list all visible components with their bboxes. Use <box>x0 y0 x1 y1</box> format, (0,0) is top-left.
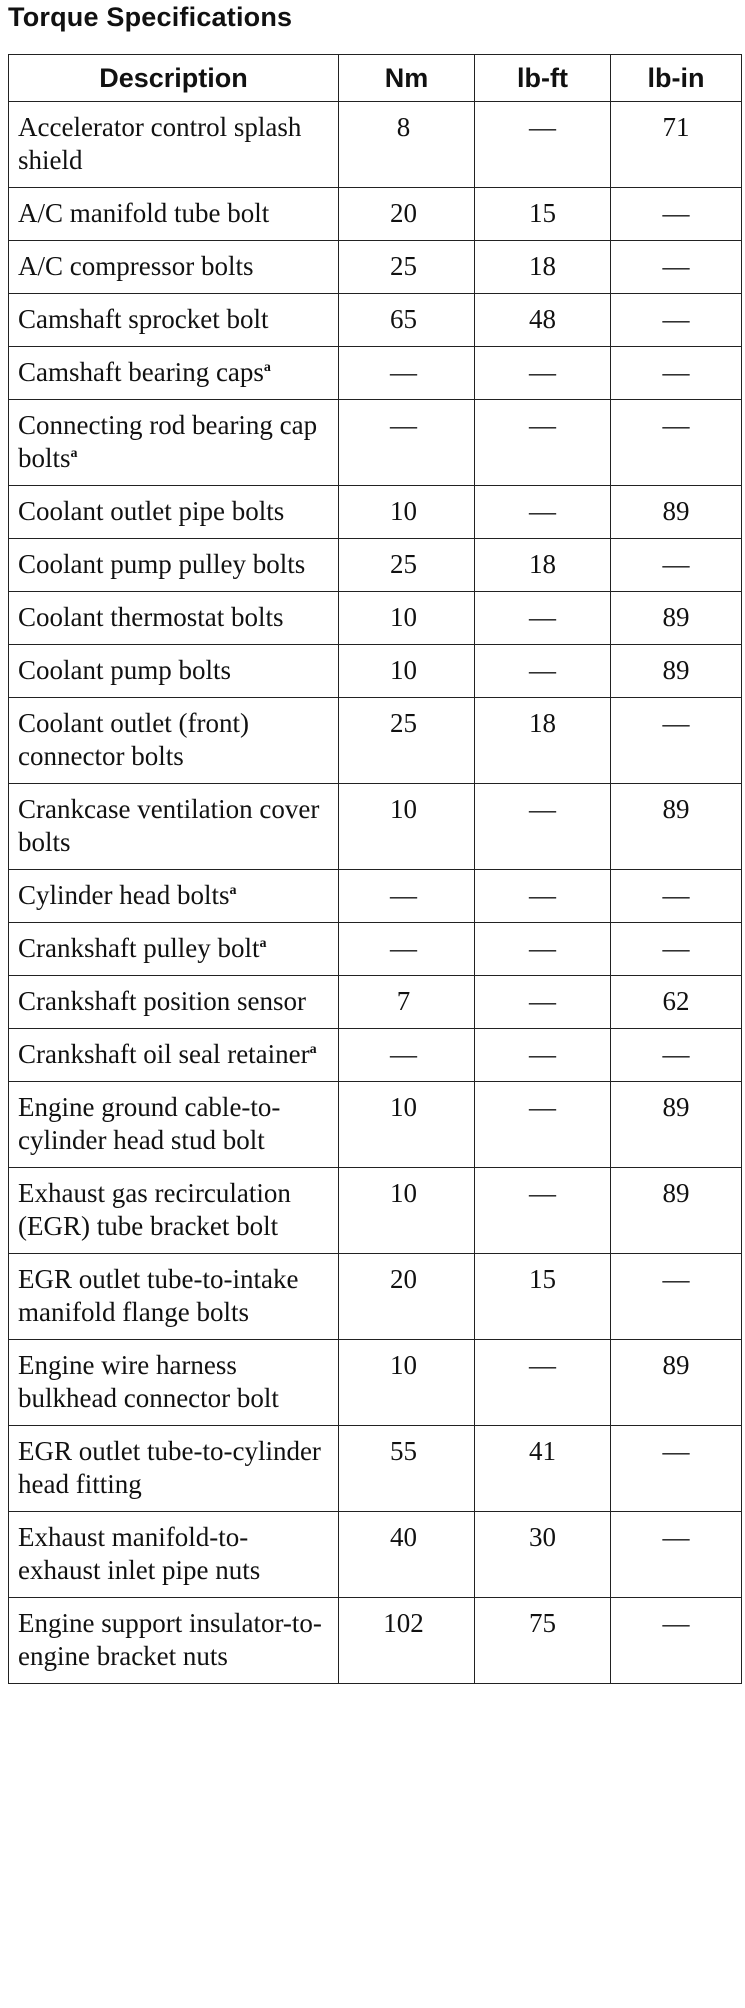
table-row <box>9 188 742 241</box>
cell-description <box>9 784 339 870</box>
table-row <box>9 294 742 347</box>
description-text: Coolant outlet pipe bolts <box>18 496 285 526</box>
cell-lb-ft: — <box>475 400 611 486</box>
cell-nm: — <box>339 1029 475 1082</box>
table-row <box>9 870 742 923</box>
cell-nm: 10 <box>339 645 475 698</box>
torque-spec-table <box>8 54 742 1684</box>
cell-lb-ft: 15 <box>475 1254 611 1340</box>
cell-description <box>9 1082 339 1168</box>
cell-description <box>9 400 339 486</box>
cell-lb-in: 89 <box>611 1168 742 1254</box>
table-row <box>9 400 742 486</box>
cell-lb-in: — <box>611 923 742 976</box>
header-lb-ft: lb-ft <box>475 55 611 102</box>
description-text: Camshaft sprocket bolt <box>18 304 269 334</box>
cell-lb-in: — <box>611 698 742 784</box>
cell-lb-in: — <box>611 1512 742 1598</box>
description-text: Accelerator control splash shield <box>18 112 302 175</box>
cell-lb-in: 89 <box>611 1340 742 1426</box>
description-text: Engine wire harness bulkhead connector bolt <box>18 1350 279 1413</box>
cell-lb-ft: — <box>475 592 611 645</box>
cell-nm: — <box>339 400 475 486</box>
cell-lb-ft: — <box>475 645 611 698</box>
cell-lb-ft: 75 <box>475 1598 611 1684</box>
cell-nm: 10 <box>339 1082 475 1168</box>
footnote-marker: a <box>259 936 267 951</box>
cell-lb-ft: — <box>475 1082 611 1168</box>
description-text: Coolant pump bolts <box>18 655 232 685</box>
page-title: Torque Specifications <box>8 2 293 32</box>
cell-description <box>9 645 339 698</box>
description-text: Cylinder head bolts <box>18 880 230 910</box>
cell-description <box>9 1029 339 1082</box>
footnote-marker: a <box>263 360 271 375</box>
cell-nm: 10 <box>339 1168 475 1254</box>
cell-lb-in: 62 <box>611 976 742 1029</box>
description-text: Connecting rod bearing cap bolts <box>18 410 318 473</box>
cell-lb-ft: — <box>475 486 611 539</box>
description-text: Engine ground cable-to-cylinder head stud bolt <box>18 1092 281 1155</box>
footnote-marker: a <box>309 1042 317 1057</box>
cell-lb-ft: — <box>475 870 611 923</box>
table-row <box>9 1082 742 1168</box>
cell-lb-in: 89 <box>611 592 742 645</box>
description-text: Crankcase ventilation cover bolts <box>18 794 320 857</box>
cell-nm: 8 <box>339 102 475 188</box>
cell-description <box>9 592 339 645</box>
cell-nm: 7 <box>339 976 475 1029</box>
description-text: EGR outlet tube-to-cylinder head fitting <box>18 1436 321 1499</box>
table-row <box>9 1168 742 1254</box>
cell-nm: 65 <box>339 294 475 347</box>
table-row <box>9 1340 742 1426</box>
cell-lb-ft: — <box>475 784 611 870</box>
cell-description <box>9 347 339 400</box>
cell-lb-ft: — <box>475 923 611 976</box>
cell-nm: 10 <box>339 1340 475 1426</box>
cell-description <box>9 1254 339 1340</box>
cell-description <box>9 1168 339 1254</box>
cell-description <box>9 102 339 188</box>
cell-lb-ft: — <box>475 102 611 188</box>
cell-lb-ft: — <box>475 1168 611 1254</box>
description-text: Camshaft bearing caps <box>18 357 264 387</box>
description-text: Exhaust gas recirculation (EGR) tube bracket bolt <box>18 1178 291 1241</box>
description-text: EGR outlet tube-to-intake manifold flange bolts <box>18 1264 299 1327</box>
table-row <box>9 102 742 188</box>
cell-nm: 10 <box>339 784 475 870</box>
description-text: A/C manifold tube bolt <box>18 198 270 228</box>
cell-nm: — <box>339 923 475 976</box>
cell-lb-in: 71 <box>611 102 742 188</box>
cell-nm: 55 <box>339 1426 475 1512</box>
cell-description <box>9 294 339 347</box>
cell-lb-in: — <box>611 188 742 241</box>
cell-lb-ft: 15 <box>475 188 611 241</box>
table-row <box>9 784 742 870</box>
cell-description <box>9 976 339 1029</box>
footnote-marker: a <box>70 446 78 461</box>
cell-lb-in: 89 <box>611 784 742 870</box>
description-text: Coolant pump pulley bolts <box>18 549 306 579</box>
cell-nm: 25 <box>339 698 475 784</box>
table-row <box>9 241 742 294</box>
table-row <box>9 923 742 976</box>
footnote-marker: a <box>229 883 237 898</box>
description-text: A/C compressor bolts <box>18 251 254 281</box>
cell-description <box>9 241 339 294</box>
table-body <box>9 102 742 1684</box>
cell-lb-in: 89 <box>611 486 742 539</box>
description-text: Coolant outlet (front) connector bolts <box>18 708 249 771</box>
table-row <box>9 1512 742 1598</box>
cell-nm: 25 <box>339 539 475 592</box>
cell-lb-in: — <box>611 1029 742 1082</box>
cell-lb-in: 89 <box>611 645 742 698</box>
table-row <box>9 976 742 1029</box>
table-row <box>9 1598 742 1684</box>
cell-description <box>9 1426 339 1512</box>
cell-lb-ft: 18 <box>475 539 611 592</box>
table-row <box>9 1029 742 1082</box>
table-row <box>9 1426 742 1512</box>
cell-nm: — <box>339 347 475 400</box>
cell-lb-in: 89 <box>611 1082 742 1168</box>
cell-nm: 10 <box>339 486 475 539</box>
cell-nm: 20 <box>339 1254 475 1340</box>
cell-lb-ft: 18 <box>475 241 611 294</box>
cell-description <box>9 486 339 539</box>
cell-lb-ft: — <box>475 347 611 400</box>
cell-lb-in: — <box>611 241 742 294</box>
cell-nm: 25 <box>339 241 475 294</box>
description-text: Engine support insulator-to-engine bracket nuts <box>18 1608 322 1671</box>
table-row <box>9 698 742 784</box>
cell-lb-ft: 30 <box>475 1512 611 1598</box>
header-nm: Nm <box>339 55 475 102</box>
cell-lb-ft: 41 <box>475 1426 611 1512</box>
cell-lb-in: — <box>611 539 742 592</box>
cell-nm: — <box>339 870 475 923</box>
cell-lb-in: — <box>611 1426 742 1512</box>
header-lb-in: lb-in <box>611 55 742 102</box>
cell-nm: 10 <box>339 592 475 645</box>
table-row <box>9 539 742 592</box>
cell-lb-in: — <box>611 1254 742 1340</box>
cell-lb-ft: — <box>475 976 611 1029</box>
header-description: Description <box>9 55 339 102</box>
cell-description <box>9 1340 339 1426</box>
cell-lb-in: — <box>611 347 742 400</box>
cell-lb-ft: 48 <box>475 294 611 347</box>
cell-description <box>9 188 339 241</box>
description-text: Crankshaft oil seal retainer <box>18 1039 310 1069</box>
cell-description <box>9 870 339 923</box>
table-row <box>9 347 742 400</box>
cell-description <box>9 539 339 592</box>
cell-description <box>9 698 339 784</box>
table-row <box>9 592 742 645</box>
cell-nm: 20 <box>339 188 475 241</box>
description-text: Exhaust manifold-to-exhaust inlet pipe nuts <box>18 1522 261 1585</box>
cell-lb-in: — <box>611 870 742 923</box>
description-text: Crankshaft position sensor <box>18 986 306 1016</box>
cell-description <box>9 923 339 976</box>
cell-lb-in: — <box>611 400 742 486</box>
cell-description <box>9 1512 339 1598</box>
table-header-row <box>9 55 742 102</box>
table-row <box>9 1254 742 1340</box>
cell-lb-in: — <box>611 294 742 347</box>
cell-lb-ft: 18 <box>475 698 611 784</box>
cell-nm: 102 <box>339 1598 475 1684</box>
cell-lb-ft: — <box>475 1340 611 1426</box>
description-text: Coolant thermostat bolts <box>18 602 284 632</box>
description-text: Crankshaft pulley bolt <box>18 933 260 963</box>
cell-lb-in: — <box>611 1598 742 1684</box>
cell-lb-ft: — <box>475 1029 611 1082</box>
cell-description <box>9 1598 339 1684</box>
cell-nm: 40 <box>339 1512 475 1598</box>
table-row <box>9 486 742 539</box>
table-row <box>9 645 742 698</box>
